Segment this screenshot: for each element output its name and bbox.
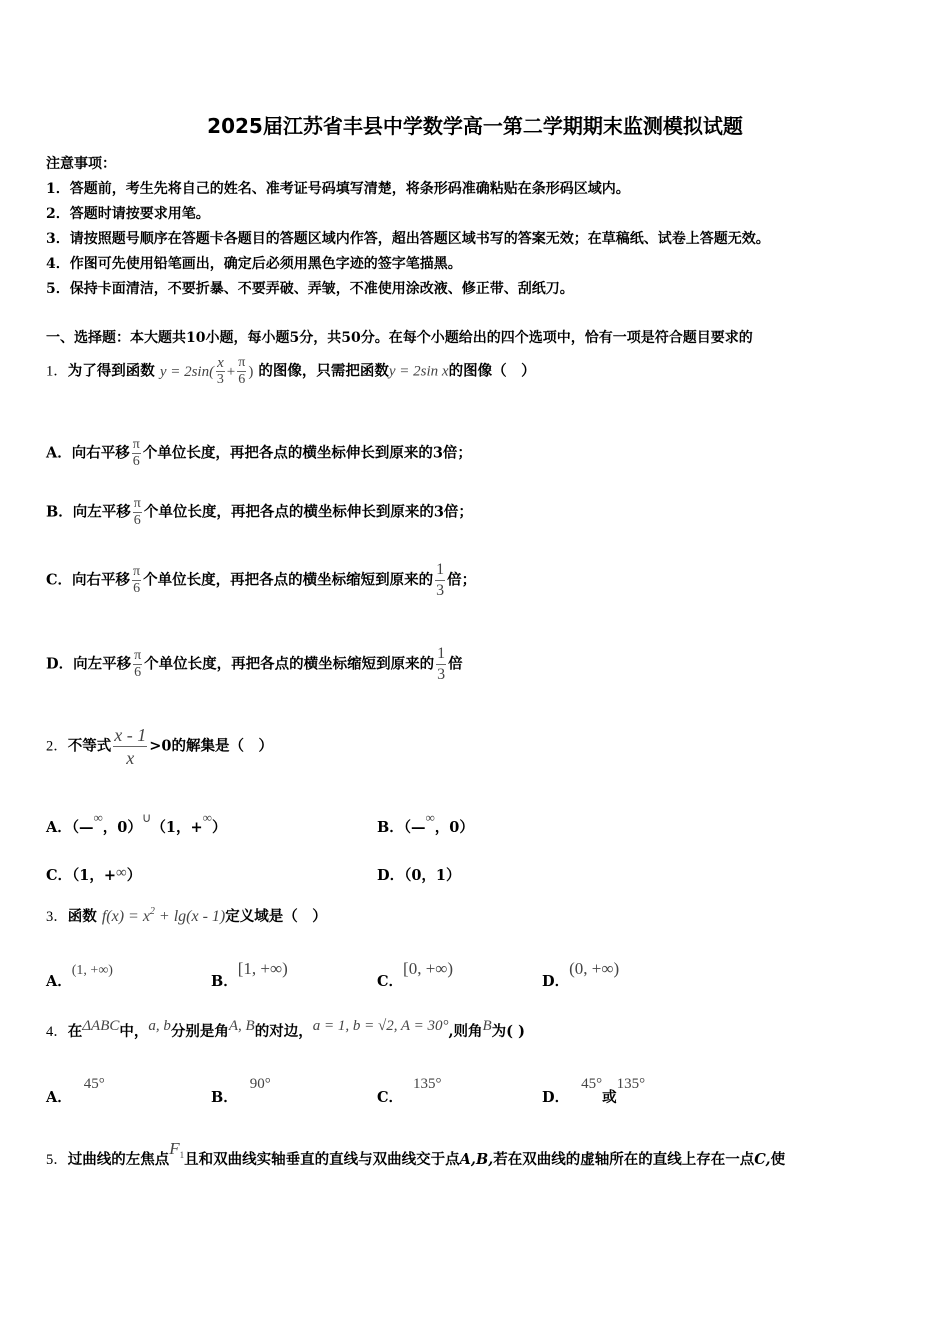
question-5: 5．过曲线的左焦点$F_1$且和双曲线实轴垂直的直线与双曲线交于点A,B,若在双曲线的虚轴所在的直线上存在一点C,使 [46,1139,786,1168]
q4-option-c[interactable]: C．135° [377,1076,442,1106]
q4-condition: a = 1, b = √2, A = 30° [312,1018,449,1034]
one-third: $\frac{1}{3}$ [437,645,446,683]
notice-item-1: 1．答题前，考生先将自己的姓名、准考证号码填写清楚，将条形码准确粘贴在条形码区域内。 [46,181,630,197]
question-number: 2． [46,738,68,755]
q1-option-d[interactable]: D．向左平移 $\frac{\pi}{6}$ 个单位长度，再把各点的横坐标缩短到原来的 $\frac{1}{3}$ 倍 [46,645,463,683]
notice-item-2: 2．答题时请按要求用笔。 [46,206,210,222]
q1-option-c[interactable]: C．向右平移 $\frac{\pi}{6}$ 个单位长度，再把各点的横坐标缩短到原来的 $\frac{1}{3}$ 倍； [46,561,477,599]
question-number: 3． [46,909,68,925]
q4-option-a[interactable]: A．45° [46,1076,105,1106]
q3-option-b[interactable]: B．[1, +∞) [211,959,288,990]
question-3: 3．函数 $f(x) = x^2 + \lg(x - 1)$定义域是（ ） [46,906,327,925]
infinity-symbol: ∞ [425,810,435,825]
q2-option-a[interactable]: A．（—∞，0）∪（1，+∞） [46,810,227,836]
question-number: 4． [46,1024,68,1040]
q2-fraction: $\frac{x - 1}{x}$ [114,725,147,768]
q1-prefix: 为了得到函数 [67,362,155,380]
q1-option-a[interactable]: A．向右平移 $\frac{\pi}{6}$ 个单位长度，再把各点的横坐标伸长到原来的3倍； [46,437,472,469]
focus-f1: $F_1$ [169,1139,185,1160]
page-title: 2025届江苏省丰县中学数学高一第二学期期末监测模拟试题 [207,114,743,138]
notice-item-5: 5．保持卡面清洁，不要折暴、不要弄破、弄皱，不准使用涂改液、修正带、刮纸刀。 [46,281,574,297]
question-number: 5． [46,1152,68,1168]
q4-option-b[interactable]: B．90° [211,1076,271,1106]
q3-option-d[interactable]: D．(0, +∞) [542,959,620,990]
question-1 [46,355,536,388]
q4-option-d[interactable]: D．45°或135° [542,1076,646,1106]
q1-option-b[interactable]: B．向左平移 $\frac{\pi}{6}$ 个单位长度，再把各点的横坐标伸长到原来的3倍； [46,496,473,528]
q3-option-c[interactable]: C．[0, +∞) [377,959,454,990]
pi-over-6: $\frac{\pi}{6}$ [133,564,141,596]
q2-option-b[interactable]: B．（—∞，0） [377,810,474,836]
infinity-symbol: ∞ [93,810,103,825]
notice-item-4: 4．作图可先使用铅笔画出，确定后必须用黑色字迹的签字笔描黑。 [46,256,462,272]
q2-option-d[interactable]: D．（0，1） [377,867,461,884]
q1-middle: 的图像，只需把函数 [258,362,389,380]
q3-option-a[interactable]: A．(1, +∞) [46,963,113,990]
notice-item-3: 3．请按照题号顺序在答题卡各题目的答题区域内作答，超出答题区域书写的答案无效；在草稿纸、试卷上答题无效。 [46,231,770,247]
pi-over-6: $\frac{\pi}{6}$ [134,648,142,680]
section-heading: 一、选择题：本大题共10小题，每小题5分，共50分。在每个小题给出的四个选项中，恰有一项是符合题目要求的 [46,330,753,346]
question-number: 1． [46,363,68,380]
question-2: 2．不等式 $\frac{x - 1}{x}$ >0的解集是（ ） [46,725,273,768]
q1-target-function: y = 2sin( $\frac{x}{3}$ + $\frac{\pi}{6}$ ) [159,355,254,387]
pi-over-6: $\frac{\pi}{6}$ [132,437,140,469]
pi-over-6: $\frac{\pi}{6}$ [133,496,141,528]
question-4: 4．在ΔABC中，a, b分别是角A, B的对边，a = 1, b = √2, A = 30°,则角B为( ) [46,1018,525,1040]
q2-option-c[interactable]: C．（1，+∞） [46,865,142,884]
infinity-symbol: ∞ [202,810,212,825]
q1-source-function: y = 2sin x [388,363,449,380]
q1-suffix: 的图像（ ） [448,362,536,380]
infinity-symbol: ∞ [116,865,127,881]
one-third: $\frac{1}{3}$ [436,561,445,599]
union-symbol: ∪ [141,810,152,825]
notice-heading: 注意事项： [46,156,116,172]
q3-function: $f(x) = x^2 + \lg(x - 1)$ [101,906,226,925]
